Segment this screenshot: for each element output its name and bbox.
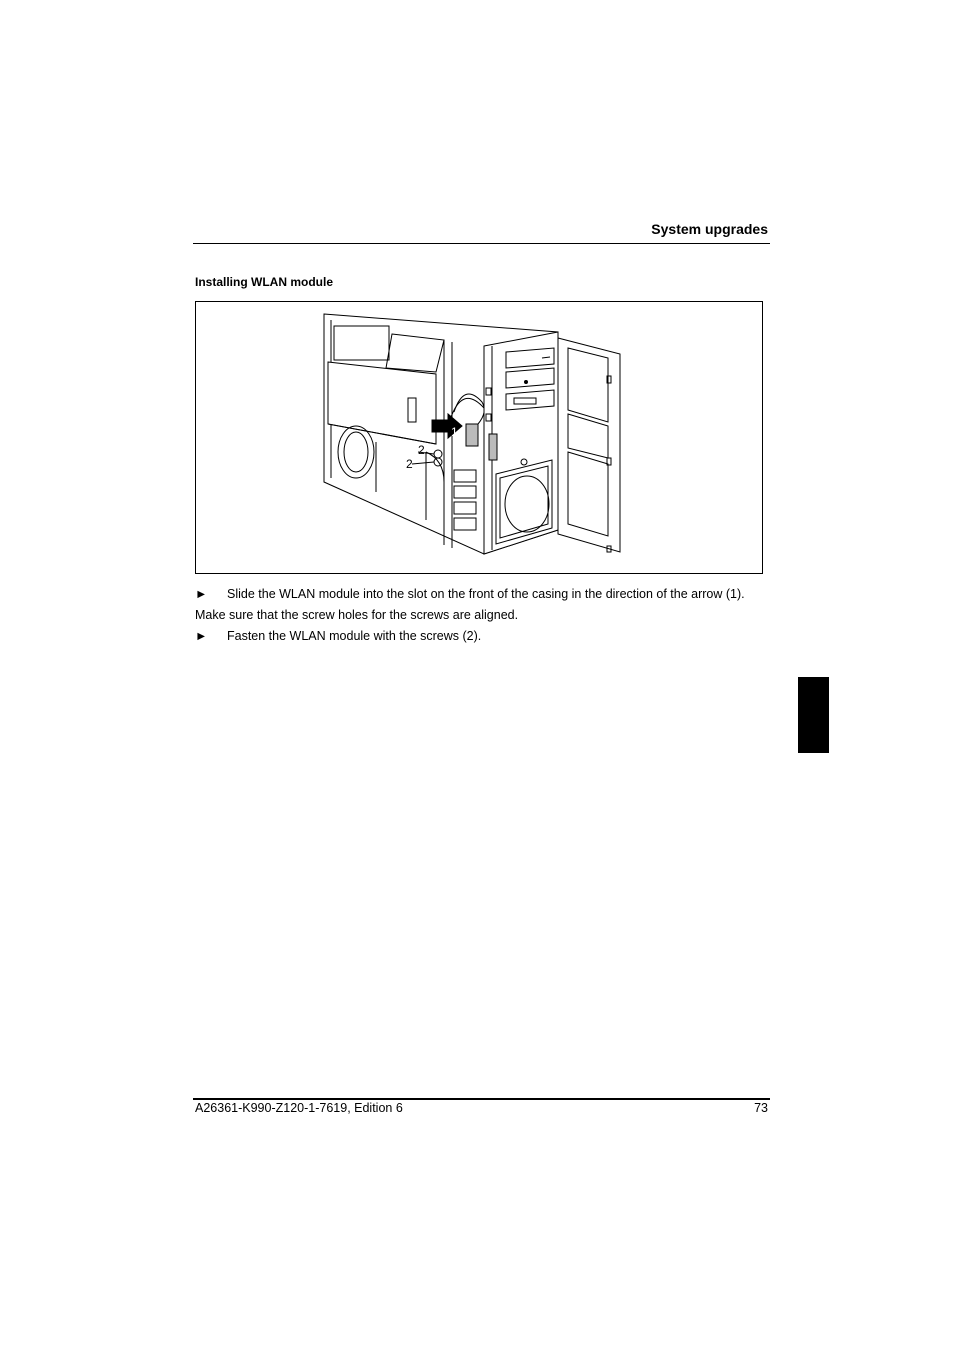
note-text: Make sure that the screw holes for the screws are aligned. [195, 608, 519, 622]
callout-screw-upper: 2 [418, 443, 425, 457]
page-number: 73 [754, 1101, 768, 1115]
bullet-arrow-icon: ► [195, 629, 208, 643]
running-header-title: System upgrades [651, 221, 768, 237]
footer-document-id: A26361-K990-Z120-1-7619, Edition 6 [195, 1101, 403, 1115]
step-text: Slide the WLAN module into the slot on the front of the casing in the direction of the arrow (1). [227, 587, 745, 601]
step-text: Fasten the WLAN module with the screws (2). [227, 629, 482, 643]
figure-frame [195, 301, 763, 574]
instruction-step-1 [195, 587, 775, 603]
bullet-arrow-icon: ► [195, 587, 208, 601]
pc-casing-illustration [196, 302, 762, 573]
callout-arrow-1: 1 [451, 425, 458, 439]
callout-screw-lower: 2 [406, 457, 413, 471]
header-rule [193, 243, 770, 244]
chapter-thumb-tab [798, 677, 829, 753]
footer-rule [193, 1098, 770, 1100]
instruction-step-2 [195, 629, 775, 645]
section-heading: Installing WLAN module [195, 275, 333, 289]
